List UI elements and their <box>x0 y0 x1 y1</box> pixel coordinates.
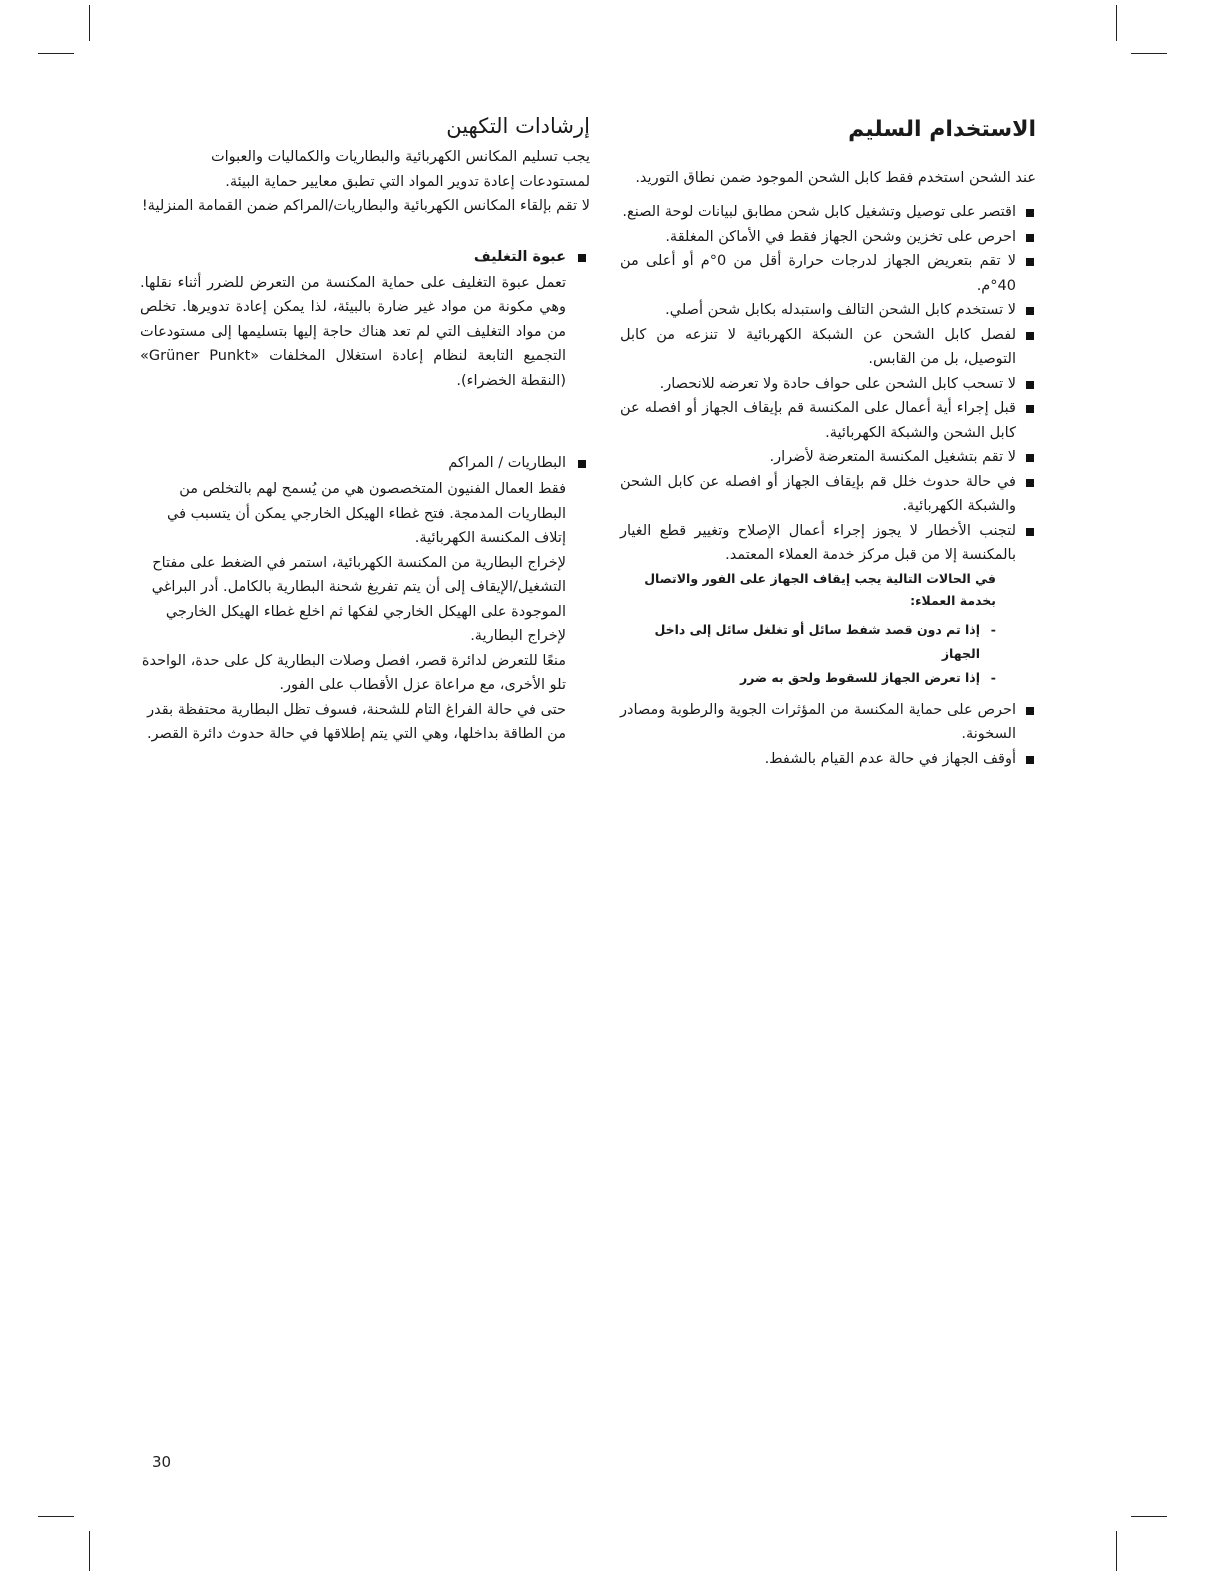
list-item: لا تقم بتشغيل المكنسة المتعرضة لأضرار. <box>620 445 1036 470</box>
batteries-paragraph: منعًا للتعرض لدائرة قصر، افصل وصلات البطارية كل على حدة، الواحدة تلو الأخرى، مع مراعاة عزل الأقطاب على الفور. <box>141 652 566 694</box>
safe-use-list-continued <box>620 698 1036 772</box>
safe-use-intro: عند الشحن استخدم فقط كابل الشحن الموجود ضمن نطاق التوريد. <box>635 169 1036 186</box>
disposal-paragraph: يجب تسليم المكانس الكهربائية والبطاريات والكماليات والعبوات لمستودعات إعادة تدوير المواد التي تطبق معايير حماية البيئة. <box>211 149 590 190</box>
bullet-square-icon <box>578 460 586 468</box>
dash-icon: - <box>990 621 996 637</box>
bullet-square-icon <box>1026 479 1034 487</box>
crop-mark-top-right-h <box>1131 53 1167 54</box>
list-item: أوقف الجهاز في حالة عدم القيام بالشفط. <box>620 747 1036 772</box>
crop-mark-bottom-left-h <box>38 1516 74 1517</box>
list-item: - إذا تم دون قصد شفط سائل أو تغلغل سائل إلى داخل الجهاز <box>620 618 996 666</box>
safe-use-list <box>620 200 1036 568</box>
bullet-square-icon <box>1026 209 1034 217</box>
bullet-square-icon <box>1026 258 1034 266</box>
bullet-square-icon <box>1026 707 1034 715</box>
batteries-paragraph: لإخراج البطارية من المكنسة الكهربائية، استمر في الضغط على مفتاح التشغيل/الإيقاف إلى أن يتم تفريغ شحنة البطارية بالكامل. أدر البراغي الموجودة على الهيكل الخارجي لفكها ثم اخلع غطاء الهيكل الخارجي لإخراج البطارية. <box>151 554 566 645</box>
batteries-paragraph: فقط العمال الفنيون المتخصصون هي من يُسمح لهم بالتخلص من البطاريات المدمجة. فتح غطاء الهيكل الخارجي يمكن أن يتسبب في إتلاف المكنسة الكهربائية. <box>167 481 566 547</box>
bullet-square-icon <box>1026 307 1034 315</box>
batteries-block <box>140 477 590 747</box>
list-item: في حالة حدوث خلل قم بإيقاف الجهاز أو افصله عن كابل الشحن والشبكة الكهربائية. <box>620 470 1036 519</box>
packaging-text: تعمل عبوة التغليف على حماية المكنسة من التعرض للضرر أثناء نقلها. وهي مكونة من مواد غير ضارة بالبيئة، لذا يمكن إعادة تدويرها. تخلص من مواد التغليف التي لم تعد هناك حاجة إليها بتسليمها إلى مستودعات التجميع التابعة لنظام إعادة استغلال المخلفات «Grüner Punkt» (النقطة الخضراء). <box>140 274 567 389</box>
disposal-section <box>140 112 590 747</box>
malfunction-note: في الحالات التالية يجب إيقاف الجهاز على الفور والاتصال بخدمة العملاء: <box>644 570 996 608</box>
disposal-paragraph: لا تقم بإلقاء المكانس الكهربائية والبطاريات/المراكم ضمن القمامة المنزلية! <box>141 198 590 215</box>
dash-icon: - <box>990 669 996 685</box>
page-number: 30 <box>152 1453 172 1471</box>
bullet-square-icon <box>578 254 586 262</box>
crop-mark-top-left-v <box>89 5 90 41</box>
bullet-square-icon <box>1026 454 1034 462</box>
crop-mark-top-right-v <box>1116 5 1117 41</box>
bullet-square-icon <box>1026 528 1034 536</box>
list-item: لفصل كابل الشحن عن الشبكة الكهربائية لا تنزعه من كابل التوصيل، بل من القابس. <box>620 323 1036 372</box>
list-item: - إذا تعرض الجهاز للسقوط ولحق به ضرر <box>620 666 996 690</box>
list-item: لا تستخدم كابل الشحن التالف واستبدله بكابل شحن أصلي. <box>620 298 1036 323</box>
packaging-heading: عبوة التغليف <box>140 245 590 269</box>
list-item: احرص على حماية المكنسة من المؤثرات الجوية والرطوبة ومصادر السخونة. <box>620 698 1036 747</box>
list-item: لا تسحب كابل الشحن على حواف حادة ولا تعرضه للانحصار. <box>620 372 1036 397</box>
list-item: لتجنب الأخطار لا يجوز إجراء أعمال الإصلاح وتغيير قطع الغيار بالمكنسة إلا من قبل مركز خدمة العملاء المعتمد. <box>620 519 1036 568</box>
list-item: قبل إجراء أية أعمال على المكنسة قم بإيقاف الجهاز أو افصله عن كابل الشحن والشبكة الكهربائية. <box>620 396 1036 445</box>
disposal-title: إرشادات التكهين <box>446 114 590 138</box>
bullet-square-icon <box>1026 405 1034 413</box>
packaging-block <box>140 271 590 394</box>
crop-mark-top-left-h <box>38 53 74 54</box>
list-item: لا تقم بتعريض الجهاز لدرجات حرارة أقل من 0°م أو أعلى من 40°م. <box>620 249 1036 298</box>
crop-mark-bottom-right-v <box>1116 1531 1117 1571</box>
batteries-heading: البطاريات / المراكم <box>140 451 590 475</box>
bullet-square-icon <box>1026 756 1034 764</box>
batteries-paragraph: حتى في حالة الفراغ التام للشحنة، فسوف تظل البطارية محتفظة بقدر من الطاقة بداخلها، وهي التي يتم إطلاقها في حالة حدوث دائرة القصر. <box>146 701 566 743</box>
crop-mark-bottom-right-h <box>1131 1516 1167 1517</box>
crop-mark-bottom-left-v <box>89 1531 90 1571</box>
list-item: احرص على تخزين وشحن الجهاز فقط في الأماكن المغلقة. <box>620 225 1036 250</box>
safe-use-title: الاستخدام السليم <box>848 117 1036 142</box>
bullet-square-icon <box>1026 234 1034 242</box>
safe-use-section <box>620 115 1036 771</box>
list-item: اقتصر على توصيل وتشغيل كابل شحن مطابق لبيانات لوحة الصنع. <box>620 200 1036 225</box>
malfunction-list <box>620 618 1036 690</box>
bullet-square-icon <box>1026 332 1034 340</box>
bullet-square-icon <box>1026 381 1034 389</box>
